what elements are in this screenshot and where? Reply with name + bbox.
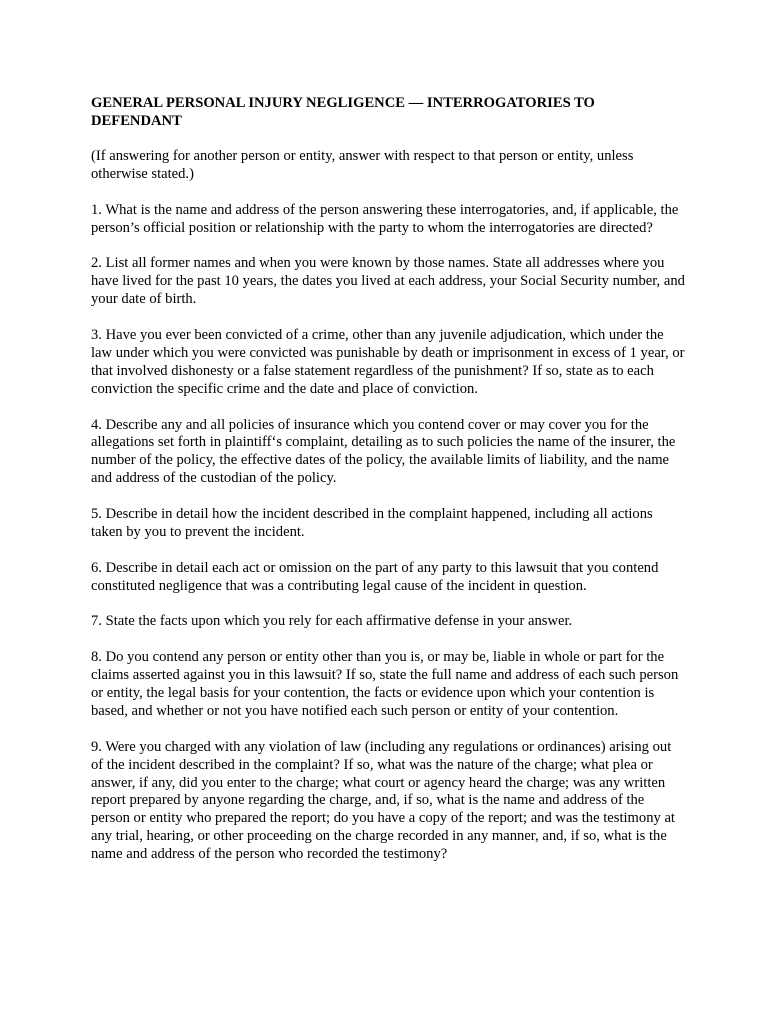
interrogatory-1: 1. What is the name and address of the person answering these interrogatories, and, if applicable, the person’s official position or relationship with the party to whom the interrogatories are directed? (91, 201, 679, 236)
document-page (91, 94, 686, 882)
interrogatory-5: 5. Describe in detail how the incident described in the complaint happened, including all actions taken by you to prevent the incident. (91, 506, 653, 540)
interrogatory-8: 8. Do you contend any person or entity other than you is, or may be, liable in whole or part for the claims asserted against you in this lawsuit? If so, state the full name and address of each such person or entity, the legal basis for your contention, the facts or evidence upon which your contention is based, and whether or not you have notified each such person or entity of your contention. (91, 649, 679, 719)
interrogatory-4: 4. Describe any and all policies of insurance which you contend cover or may cover you for the allegations set forth in plaintiff‘s complaint, detailing as to such policies the name of the insurer, the number of the policy, the effective dates of the policy, the available limits of liability, and the name and address of the custodian of the policy. (91, 416, 676, 487)
document-title: GENERAL PERSONAL INJURY NEGLIGENCE — INTERROGATORIES TO DEFENDANT (91, 95, 595, 129)
interrogatory-3: 3. Have you ever been convicted of a crime, other than any juvenile adjudication, which under the law under which you were convicted was punishable by death or imprisonment in excess of 1 year, or that involved dishonesty or a false statement regardless of the punishment? If so, state as to each conviction the specific crime and the date and place of conviction. (91, 327, 685, 397)
interrogatory-9: 9. Were you charged with any violation of law (including any regulations or ordinances) arising out of the incident described in the complaint? If so, what was the nature of the charge; what plea or answer, if any, did you enter to the charge; what court or agency heard the charge; was any written report prepared by anyone regarding the charge, and, if so, what is the name and address of the person or entity who prepared the report; do you have a copy of the report; and was the testimony at any trial, hearing, or other proceeding on the charge recorded in any manner, and, if so, what is the name and address of the person who recorded the testimony? (91, 738, 675, 863)
interrogatory-2: 2. List all former names and when you were known by those names. State all addresses where you have lived for the past 10 years, the dates you lived at each address, your Social Security number, and your date of birth. (91, 255, 685, 308)
intro-paragraph: (If answering for another person or entity, answer with respect to that person or entity, unless otherwise stated.) (91, 148, 634, 182)
interrogatory-6: 6. Describe in detail each act or omission on the part of any party to this lawsuit that you contend constituted negligence that was a contributing legal cause of the incident in question. (91, 559, 659, 594)
interrogatory-7: 7. State the facts upon which you rely for each affirmative defense in your answer. (91, 613, 573, 630)
